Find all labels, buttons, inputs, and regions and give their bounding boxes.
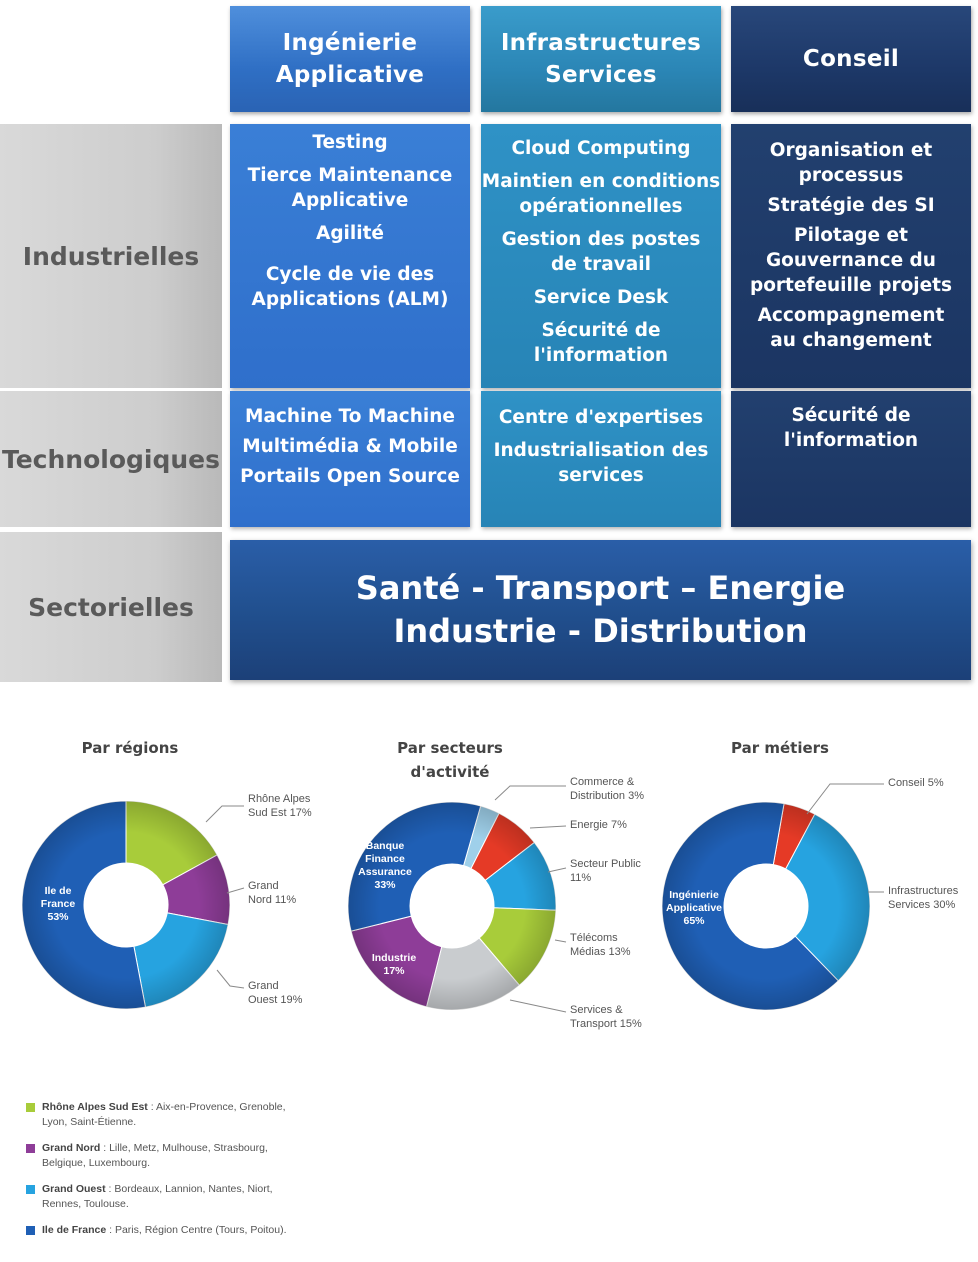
row-label-sectorielles: Sectorielles xyxy=(0,532,222,682)
banner-line-1: Santé - Transport – Energie xyxy=(355,569,846,607)
leader-line xyxy=(548,868,566,872)
slice-label-grand-nord: Grand Nord 11% xyxy=(248,880,297,906)
offer-item: Multimédia & Mobile xyxy=(242,436,458,457)
leader-line xyxy=(510,1000,566,1012)
legend-swatch xyxy=(26,1103,35,1112)
offer-item: Pilotage et Gouvernance du portefeuille projets xyxy=(749,225,953,296)
slice-label-energie: Energie 7% xyxy=(570,819,627,831)
offer-item: Testing xyxy=(312,132,388,153)
offer-item: Agilité xyxy=(316,223,384,244)
legend-name: Grand Nord xyxy=(42,1142,101,1154)
slice-label-rhone-alpes: Rhône Alpes Sud Est 17% xyxy=(248,793,312,819)
offer-item: Cycle de vie des Applications (ALM) xyxy=(251,264,449,310)
donut-secteurs xyxy=(348,802,556,1010)
regions-legend xyxy=(26,1100,326,1238)
leader-line xyxy=(495,786,566,800)
offer-item: Sécurité de l'information xyxy=(533,320,669,366)
offer-item: Tierce Maintenance Applicative xyxy=(247,165,453,211)
donut-shading xyxy=(348,802,556,1010)
leader-line xyxy=(206,806,244,822)
slice-label-secteur-public: Secteur Public 11% xyxy=(570,858,641,884)
slice-label-services: Services & Transport 15% xyxy=(570,1004,642,1030)
offer-item: Maintien en conditions opérationnelles xyxy=(481,171,721,217)
offer-item: Machine To Machine xyxy=(245,406,455,427)
offer-item: Industrialisation des services xyxy=(493,440,709,486)
legend-item xyxy=(26,1100,326,1130)
slice-label-ile-de-france: Ile de France 53% xyxy=(40,885,76,923)
column-header-conseil: Conseil xyxy=(731,6,971,112)
chart-title-regions: Par régions xyxy=(81,739,179,757)
banner-line-2: Industrie - Distribution xyxy=(393,612,808,650)
legend-text: : Lille, Metz, Mulhouse, Strasbourg, Belgique, Luxembourg. xyxy=(42,1142,268,1169)
slice-label-commerce: Commerce & Distribution 3% xyxy=(570,776,644,802)
slice-label-conseil: Conseil 5% xyxy=(888,777,944,789)
leader-line xyxy=(530,826,566,828)
offer-item: Sécurité de l'information xyxy=(783,405,919,451)
legend-text: : Paris, Région Centre (Tours, Poitou). xyxy=(106,1224,287,1236)
offer-item: Gestion des postes de travail xyxy=(501,229,701,275)
legend-item xyxy=(26,1223,326,1238)
offer-item: Portails Open Source xyxy=(240,466,460,487)
legend-name: Ile de France xyxy=(42,1224,107,1236)
slice-label-infrastructures: Infrastructures Services 30% xyxy=(888,885,959,911)
offer-item: Accompagnement au changement xyxy=(757,305,945,351)
legend-swatch xyxy=(26,1144,35,1153)
legend-name: Grand Ouest xyxy=(42,1183,106,1195)
offer-item: Organisation et processus xyxy=(769,140,933,186)
legend-name: Rhône Alpes Sud Est xyxy=(42,1101,148,1113)
slice-label-grand-ouest: Grand Ouest 19% xyxy=(248,980,303,1006)
offer-item: Centre d'expertises xyxy=(498,407,704,428)
offer-item: Stratégie des SI xyxy=(767,195,935,216)
slice-label-industrie: Industrie 17% xyxy=(371,952,417,977)
offer-item: Service Desk xyxy=(533,287,669,308)
offer-item: Cloud Computing xyxy=(511,138,691,159)
legend-swatch xyxy=(26,1185,35,1194)
chart-title-metiers: Par métiers xyxy=(731,739,829,757)
legend-swatch xyxy=(26,1226,35,1235)
leader-line xyxy=(217,970,244,988)
legend-text: : Bordeaux, Lannion, Nantes, Niort, Rennes, Toulouse. xyxy=(42,1183,273,1210)
column-header-infrastructures: Infrastructures Services xyxy=(481,6,721,112)
row-label-technologiques: Technologiques xyxy=(0,391,222,527)
slice-label-banque: Banque Finance Assurance 33% xyxy=(358,840,412,891)
leader-line xyxy=(807,784,884,814)
row-label-industrielles: Industrielles xyxy=(0,124,222,388)
column-header-ingenierie: Ingénierie Applicative xyxy=(230,6,470,112)
legend-item xyxy=(26,1182,326,1212)
chart-title-secteurs: Par secteurs d'activité xyxy=(397,739,503,781)
leader-line xyxy=(555,940,566,942)
legend-text: : Aix-en-Provence, Grenoble, Lyon, Saint-Étienne. xyxy=(42,1101,286,1128)
slice-label-ingenierie: Ingénierie Applicative 65% xyxy=(665,889,723,927)
slice-label-telecoms: Télécoms Médias 13% xyxy=(570,932,631,958)
legend-item xyxy=(26,1141,326,1171)
